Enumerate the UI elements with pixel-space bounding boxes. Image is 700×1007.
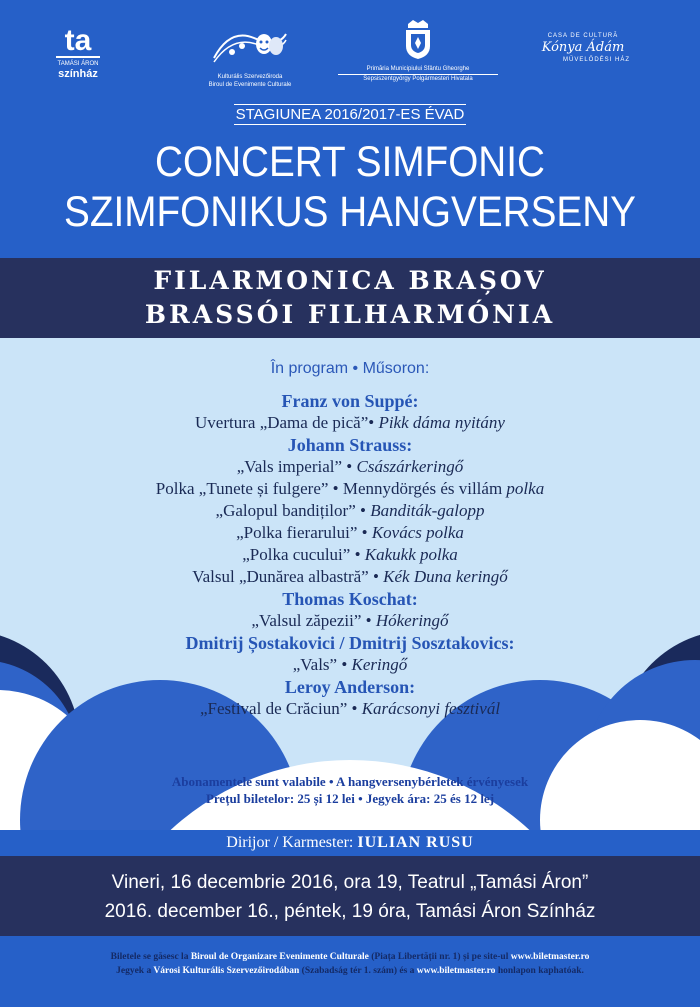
tamasi-name: színház	[58, 68, 98, 80]
ticket-ro: Biletele se găsesc la Biroul de Organizare Evenimente Culturale (Piața Libertății nr. 1) și pe site-ul www.biletmaster.ro	[110, 952, 590, 962]
work-item: „Vals imperial” • Császárkeringő	[236, 457, 464, 476]
conductor-bar	[0, 830, 700, 856]
composer-suppe: Franz von Suppé:	[281, 391, 419, 411]
work-item: Valsul „Dunărea albastră” • Kék Duna keringő	[192, 567, 508, 586]
composer-anderson: Leroy Anderson:	[284, 677, 416, 697]
work-item: „Polka fierarului” • Kovács polka	[236, 523, 464, 542]
composer-strauss: Johann Strauss:	[287, 435, 413, 455]
casa-signature: Kónya Ádám	[541, 40, 625, 55]
subscription-info	[0, 773, 700, 807]
date-ro: Vineri, 16 decembrie 2016, ora 19, Teatrul „Tamási Áron”	[111, 872, 589, 893]
work-item: „Vals” • Keringő	[292, 655, 408, 674]
casa-line1: CASA DE CULTURĂ	[547, 33, 619, 39]
tamasi-mark: ta	[56, 26, 100, 58]
composer-koschat: Thomas Koschat:	[282, 589, 418, 609]
casa-line2: MŰVELŐDÉSI HÁZ	[562, 57, 630, 63]
concert-title-hu: SZIMFONIKUS HANGVERSENY	[64, 188, 636, 236]
date-band	[0, 856, 700, 936]
orchestra-ro: FILARMONICA BRAȘOV	[153, 266, 547, 295]
casa-de-cultura-logo	[528, 32, 638, 64]
tamasi-sub: TAMÁSI ÁRON	[57, 61, 99, 67]
ticket-hu: Jegyek a Városi Kulturális Szervezőirodában (Szabadság tér 1. szám) és a www.biletmaster.ro honlapon kaphatóak.	[116, 966, 584, 976]
ticket-link-hu[interactable]: www.biletmaster.ro	[416, 966, 496, 976]
price-line: Prețul biletelor: 25 și 12 lei • Jegyek ára: 25 és 12 lej	[205, 791, 495, 806]
season-label: STAGIUNEA 2016/2017-ES ÉVAD	[235, 106, 465, 123]
work-item: „Valsul zăpezii” • Hókeringő	[251, 611, 449, 630]
work-item: „Galopul bandiților” • Banditák-galopp	[215, 501, 485, 520]
work-item: Polka „Tunete și fulgere” • Mennydörgés és villám polka	[155, 479, 545, 498]
ticket-link-ro[interactable]: www.biletmaster.ro	[510, 952, 590, 962]
coat-of-arms-icon	[403, 18, 433, 60]
work-item: Uvertura „Dama de pică”• Pikk dáma nyitány	[195, 413, 505, 432]
primaria-line1: Primăria Municipiului Sfântu Gheorghe	[338, 65, 498, 75]
subscription-line: Abonamentele sunt valabile • A hangversenybérletek érvényesek	[171, 774, 529, 789]
ticket-info	[0, 936, 700, 1007]
work-item: „Polka cucului” • Kakukk polka	[242, 545, 458, 564]
program-list	[0, 360, 700, 720]
concert-title-ro: CONCERT SIMFONIC	[155, 138, 545, 186]
conductor-name: IULIAN RUSU	[357, 834, 474, 851]
orchestra-hu: BRASSÓI FILHARMÓNIA	[144, 300, 556, 329]
date-hu: 2016. december 16., péntek, 19 óra, Tamási Áron Színház	[104, 901, 596, 922]
kulturalis-logo	[200, 24, 300, 89]
primaria-logo	[338, 18, 498, 83]
composer-shostakovich: Dmitrij Șostakovici / Dmitrij Sosztakovics:	[185, 633, 515, 653]
orchestra-band	[0, 258, 700, 338]
kulturalis-line1: Kulturális Szervezőiroda	[217, 74, 283, 80]
conductor-label: Dirijor / Karmester:	[226, 834, 354, 851]
kulturalis-line2: Biroul de Evenimente Culturale	[208, 82, 292, 88]
music-theatre-icon	[210, 24, 290, 68]
primaria-line2: Sepsiszentgyörgy Polgármesteri Hivatala	[363, 76, 473, 82]
work-item: „Festival de Crăciun” • Karácsonyi fesztivál	[199, 699, 501, 718]
tamasi-aron-logo	[48, 26, 108, 80]
sponsor-logos	[0, 18, 700, 98]
header-section	[0, 0, 700, 258]
program-heading: În program • Műsoron:	[270, 360, 430, 377]
